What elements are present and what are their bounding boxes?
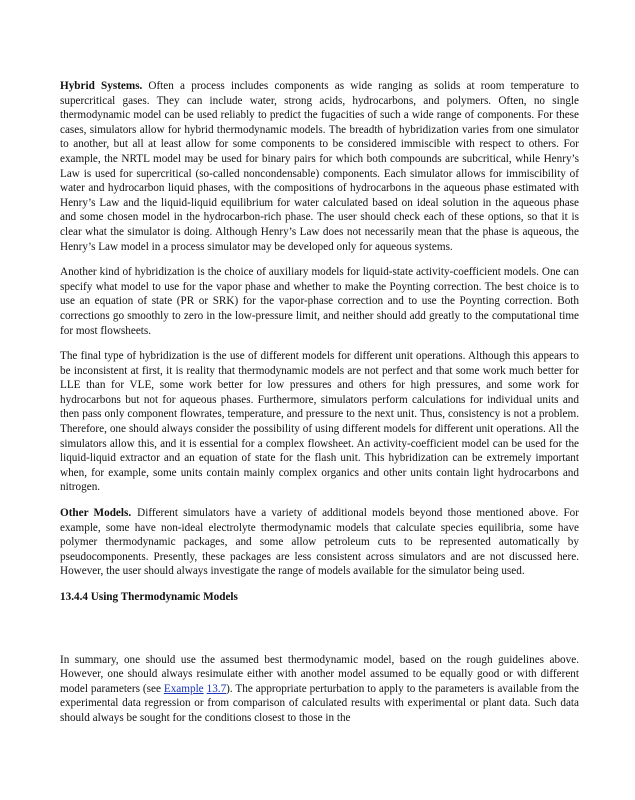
document-page [60, 79, 579, 737]
paragraph-hybrid-systems [60, 79, 579, 254]
paragraph-text: Different simulators have a variety of additional models beyond those mentioned above. For example, some have non-ideal electrolyte thermodynamic models that calculate species equilibria, some have polymer thermodynamic packages, and some allow petroleum cuts to be represented automatically by pseudocomponents. Presently, these packages are less consistent across simulators and are not discussed here. However, the user should always investigate the range of models available for the simulator being used. [60, 507, 579, 578]
example-link[interactable]: Example [163, 682, 204, 695]
paragraph-summary [60, 653, 579, 726]
section-heading: 13.4.4 Using Thermodynamic Models [60, 591, 238, 603]
run-in-heading-other-models: Other Models. [60, 507, 132, 520]
paragraph-unit-operations: The final type of hybridization is the use of different models for different unit operations. Although this appears to be inconsistent at first, it is reality that thermodynamic models are not perfect and that some work much better for LLE than for VLE, some work better for low pressures and others for high pressures, and some work for hydrocarbons but not for aqueous phases. Furthermore, simulators perform calculations for individual units and then pass only component flowrates, temperature, and pressure to the next unit. Thus, consistency is not a problem. Therefore, one should always consider the possibility of using different models for different unit operations. All the simulators allow this, and it is essential for a complex flowsheet. An activity-coefficient model can be used for the liquid-liquid extractor and an equation of state for the flash unit. This hybridization can be extremely important when, for example, some units contain mainly complex organics and other units contain light hydrocarbons and nitrogen. [60, 350, 579, 494]
run-in-heading-hybrid-systems: Hybrid Systems. [60, 80, 143, 92]
example-number-link[interactable]: 13.7 [206, 682, 227, 695]
blank-space [60, 605, 579, 653]
paragraph-other-models [60, 506, 579, 579]
paragraph-text: In summary, one should use the assumed best thermodynamic model, based on the rough guidelines above. However, one should always resimulate either with another model assumed to be equally good or with different model parameters (see [60, 653, 579, 695]
paragraph-text: Often a process includes components as wide ranging as solids at room temperature to supercritical gases. They can include water, strong acids, hydrocarbons, and polymers. Often, no single thermodynamic model can be used reliably to predict the fugacities of such a wide range of components. For these cases, simulators allow for hybrid thermodynamic models. The breadth of hybridization varies from one simulator to another, but all at least allow for some components to be considered immiscible with respect to others. For example, the NRTL model may be used for binary pairs for which both compounds are subcritical, while Henry’s Law is used for supercritical (so-called noncondensable) components. Each simulator allows for immiscibility of water and hydrocarbon liquid phases, with the compositions of hydrocarbons in the aqueous phase estimated with Henry’s Law and the liquid-liquid equilibrium for water calculated based on ideal solution in the aqueous phase and some chosen model in the hydrocarbon-rich phase. The user should check each of these options, so that it is clear what the simulator is doing. Although Henry’s Law does not necessarily mean that the phase is aqueous, the Henry’s Law model in a process simulator may be developed only for aqueous systems. [60, 80, 579, 253]
paragraph-auxiliary-models: Another kind of hybridization is the choice of auxiliary models for liquid-state activity-coefficient models. One can specify what model to use for the vapor phase and whether to make the Poynting correction. The best choice is to use an equation of state (PR or SRK) for the vapor-phase correction and to use the Poynting correction. Both corrections go smoothly to zero in the low-pressure limit, and neither should add greatly to the computational time for most flowsheets. [60, 266, 579, 337]
paragraph-text: ). The appropriate perturbation to apply to the parameters is available from the experimental data regression or from comparison of calculated results with experimental or plant data. Such data should always be sought for the conditions closest to those in the [60, 682, 580, 724]
